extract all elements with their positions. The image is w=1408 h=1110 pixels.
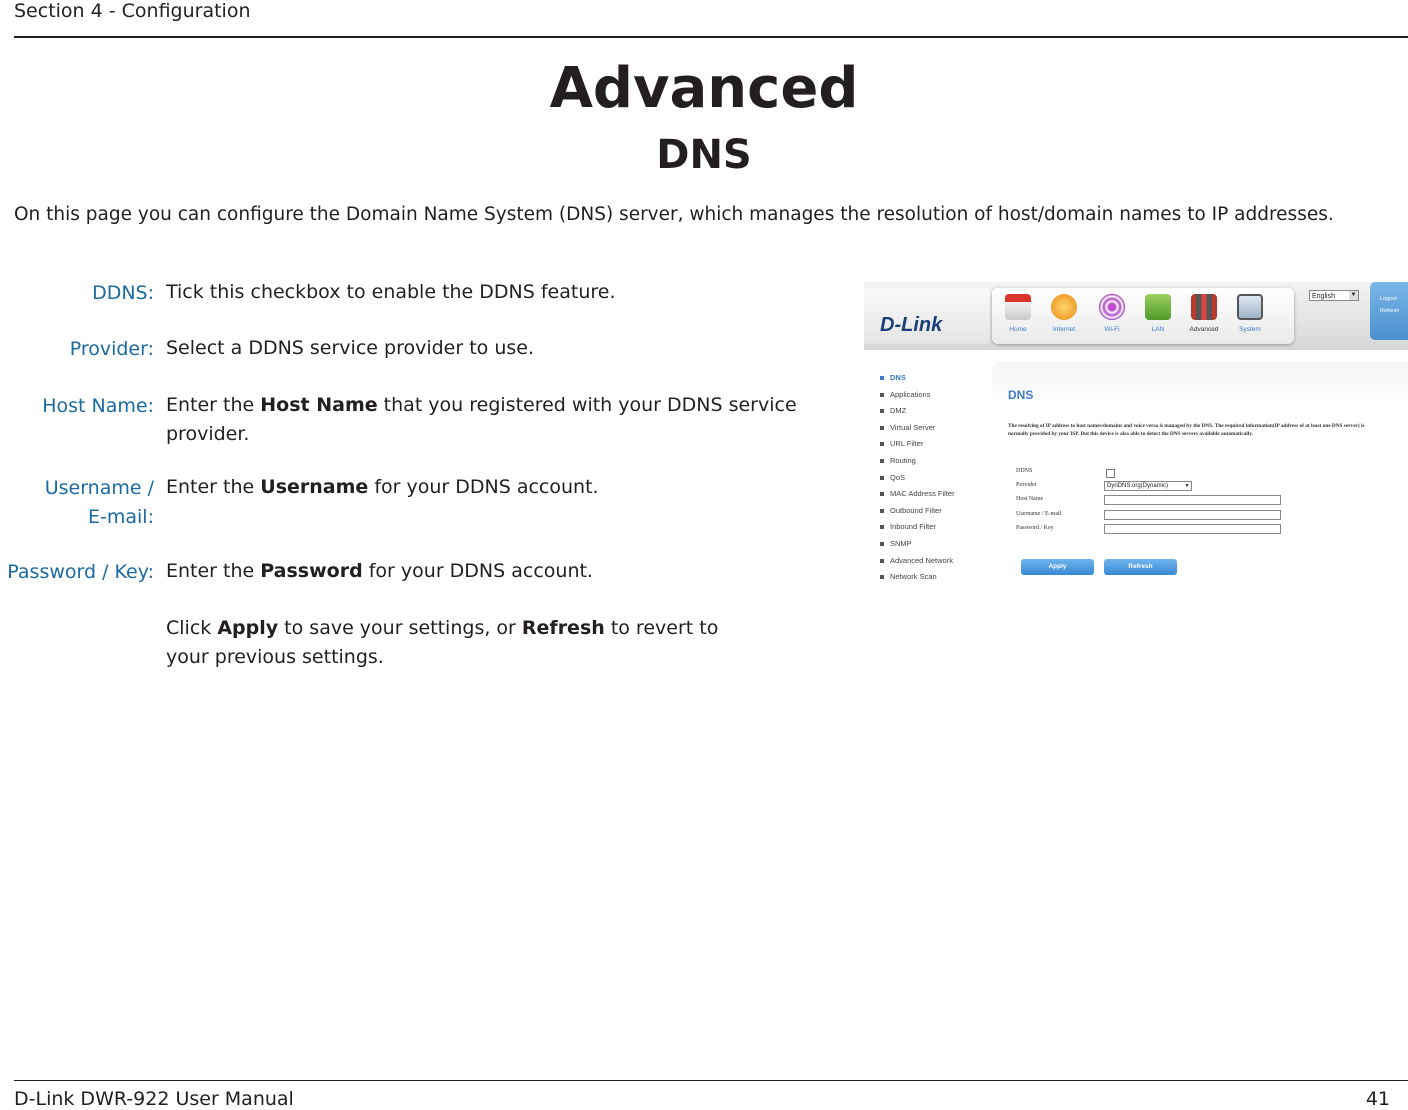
- desc-ddns: Tick this checkbox to enable the DDNS feature.: [166, 281, 616, 303]
- footer-manual-title: D-Link DWR-922 User Manual: [14, 1088, 294, 1110]
- lan-icon: [1145, 294, 1171, 320]
- panel-title: DNS: [1008, 388, 1034, 402]
- intro-paragraph: On this page you can conﬁgure the Domain Name System (DNS) server, which manages the resolution of host/domain names to IP addresses.: [14, 204, 1334, 225]
- host-name-label: Host Name: [1016, 496, 1044, 502]
- panel-description: The resolving of IP address to host names/domains and voice versa is managed by the DNS. The required information(IP address of at least one DNS server) is normally provided by your ISP. But this device is also able to detect the DNS servers available automatically.: [1008, 423, 1365, 437]
- section-header: Section 4 - Conﬁguration: [14, 0, 251, 22]
- router-logo-area: [864, 288, 990, 344]
- monitor-icon: [1237, 294, 1263, 320]
- menu-item-snmp[interactable]: SNMP: [878, 538, 988, 555]
- provider-label: Provider: [1016, 482, 1037, 488]
- globe-icon: [1051, 294, 1077, 320]
- provider-select[interactable]: [1104, 481, 1192, 491]
- header-rule: [14, 36, 1408, 38]
- router-nav-bar: [992, 288, 1294, 344]
- nav-internet[interactable]: [1042, 294, 1086, 333]
- footer-rule: [14, 1080, 1408, 1081]
- nav-lan-label: LAN: [1151, 326, 1165, 333]
- language-value: English: [1312, 293, 1335, 300]
- nav-wifi[interactable]: [1090, 294, 1134, 333]
- menu-item-network-scan[interactable]: Network Scan: [878, 571, 988, 588]
- refresh-button[interactable]: Refresh: [1104, 559, 1177, 575]
- nav-home-label: Home: [1009, 326, 1027, 333]
- closing-note: Click Apply to save your settings, or Refresh to revert to your previous settings.: [166, 617, 719, 668]
- menu-item-url-filter[interactable]: URL Filter: [878, 438, 988, 455]
- home-icon: [1005, 294, 1031, 320]
- page-subtitle: DNS: [656, 132, 752, 178]
- menu-item-qos[interactable]: QoS: [878, 472, 988, 489]
- router-screenshot: [864, 282, 1408, 615]
- chevron-down-icon: ▼: [1184, 483, 1190, 489]
- nav-system-label: System: [1239, 326, 1261, 333]
- wifi-icon: [1099, 294, 1125, 320]
- password-input[interactable]: [1104, 524, 1281, 534]
- dns-settings-panel: [992, 362, 1408, 615]
- password-label: Password / Key: [1016, 525, 1054, 531]
- logout-button[interactable]: Logout: [1380, 296, 1397, 302]
- nav-home[interactable]: [996, 294, 1040, 333]
- desc-password: Enter the Password for your DDNS account.: [166, 560, 593, 582]
- nav-advanced[interactable]: [1182, 294, 1226, 333]
- menu-item-dns[interactable]: DNS: [878, 372, 988, 389]
- language-select[interactable]: [1309, 290, 1359, 301]
- page-title: Advanced: [549, 56, 859, 121]
- menu-item-advanced-network[interactable]: Advanced Network: [878, 555, 988, 572]
- menu-item-dmz[interactable]: DMZ: [878, 405, 988, 422]
- desc-username: Enter the Username for your DDNS account.: [166, 476, 599, 498]
- desc-host-name: Enter the Host Name that you registered with your DDNS service provider.: [166, 394, 797, 445]
- menu-item-mac-filter[interactable]: MAC Address Filter: [878, 488, 988, 505]
- nav-advanced-label: Advanced: [1189, 326, 1219, 333]
- term-provider: Provider:: [69, 338, 154, 360]
- username-label: Username / E-mail: [1016, 511, 1062, 517]
- ddns-label: DDNS: [1016, 468, 1033, 474]
- menu-item-virtual-server[interactable]: Virtual Server: [878, 422, 988, 439]
- term-ddns: DDNS:: [92, 282, 154, 304]
- nav-lan[interactable]: [1136, 294, 1180, 333]
- chevron-down-icon: ▼: [1350, 292, 1357, 298]
- refresh-top-button[interactable]: Refresh: [1380, 308, 1400, 314]
- term-password: Password / Key:: [7, 561, 154, 583]
- username-input[interactable]: [1104, 510, 1281, 520]
- router-sidebar-menu: [878, 372, 988, 588]
- term-host-name: Host Name:: [42, 395, 154, 417]
- term-username-line1: Username /: [44, 477, 154, 499]
- nav-internet-label: Internet: [1052, 326, 1076, 333]
- side-buttons: [1370, 282, 1408, 340]
- menu-item-applications[interactable]: Applications: [878, 389, 988, 406]
- tools-icon: [1191, 294, 1217, 320]
- nav-wifi-label: Wi-Fi: [1104, 326, 1120, 333]
- term-username-line2: E-mail:: [88, 506, 154, 528]
- nav-system[interactable]: [1228, 294, 1272, 333]
- dlink-logo: D-Link: [880, 314, 943, 336]
- menu-item-inbound-filter[interactable]: Inbound Filter: [878, 521, 988, 538]
- host-name-input[interactable]: [1104, 495, 1281, 505]
- menu-item-outbound-filter[interactable]: Outbound Filter: [878, 505, 988, 522]
- menu-item-routing[interactable]: Routing: [878, 455, 988, 472]
- ddns-checkbox[interactable]: [1106, 469, 1115, 478]
- apply-button[interactable]: Apply: [1021, 559, 1094, 575]
- provider-value: DynDNS.org(Dynamic): [1107, 483, 1169, 489]
- page-number: 41: [1365, 1088, 1390, 1110]
- desc-provider: Select a DDNS service provider to use.: [166, 337, 534, 359]
